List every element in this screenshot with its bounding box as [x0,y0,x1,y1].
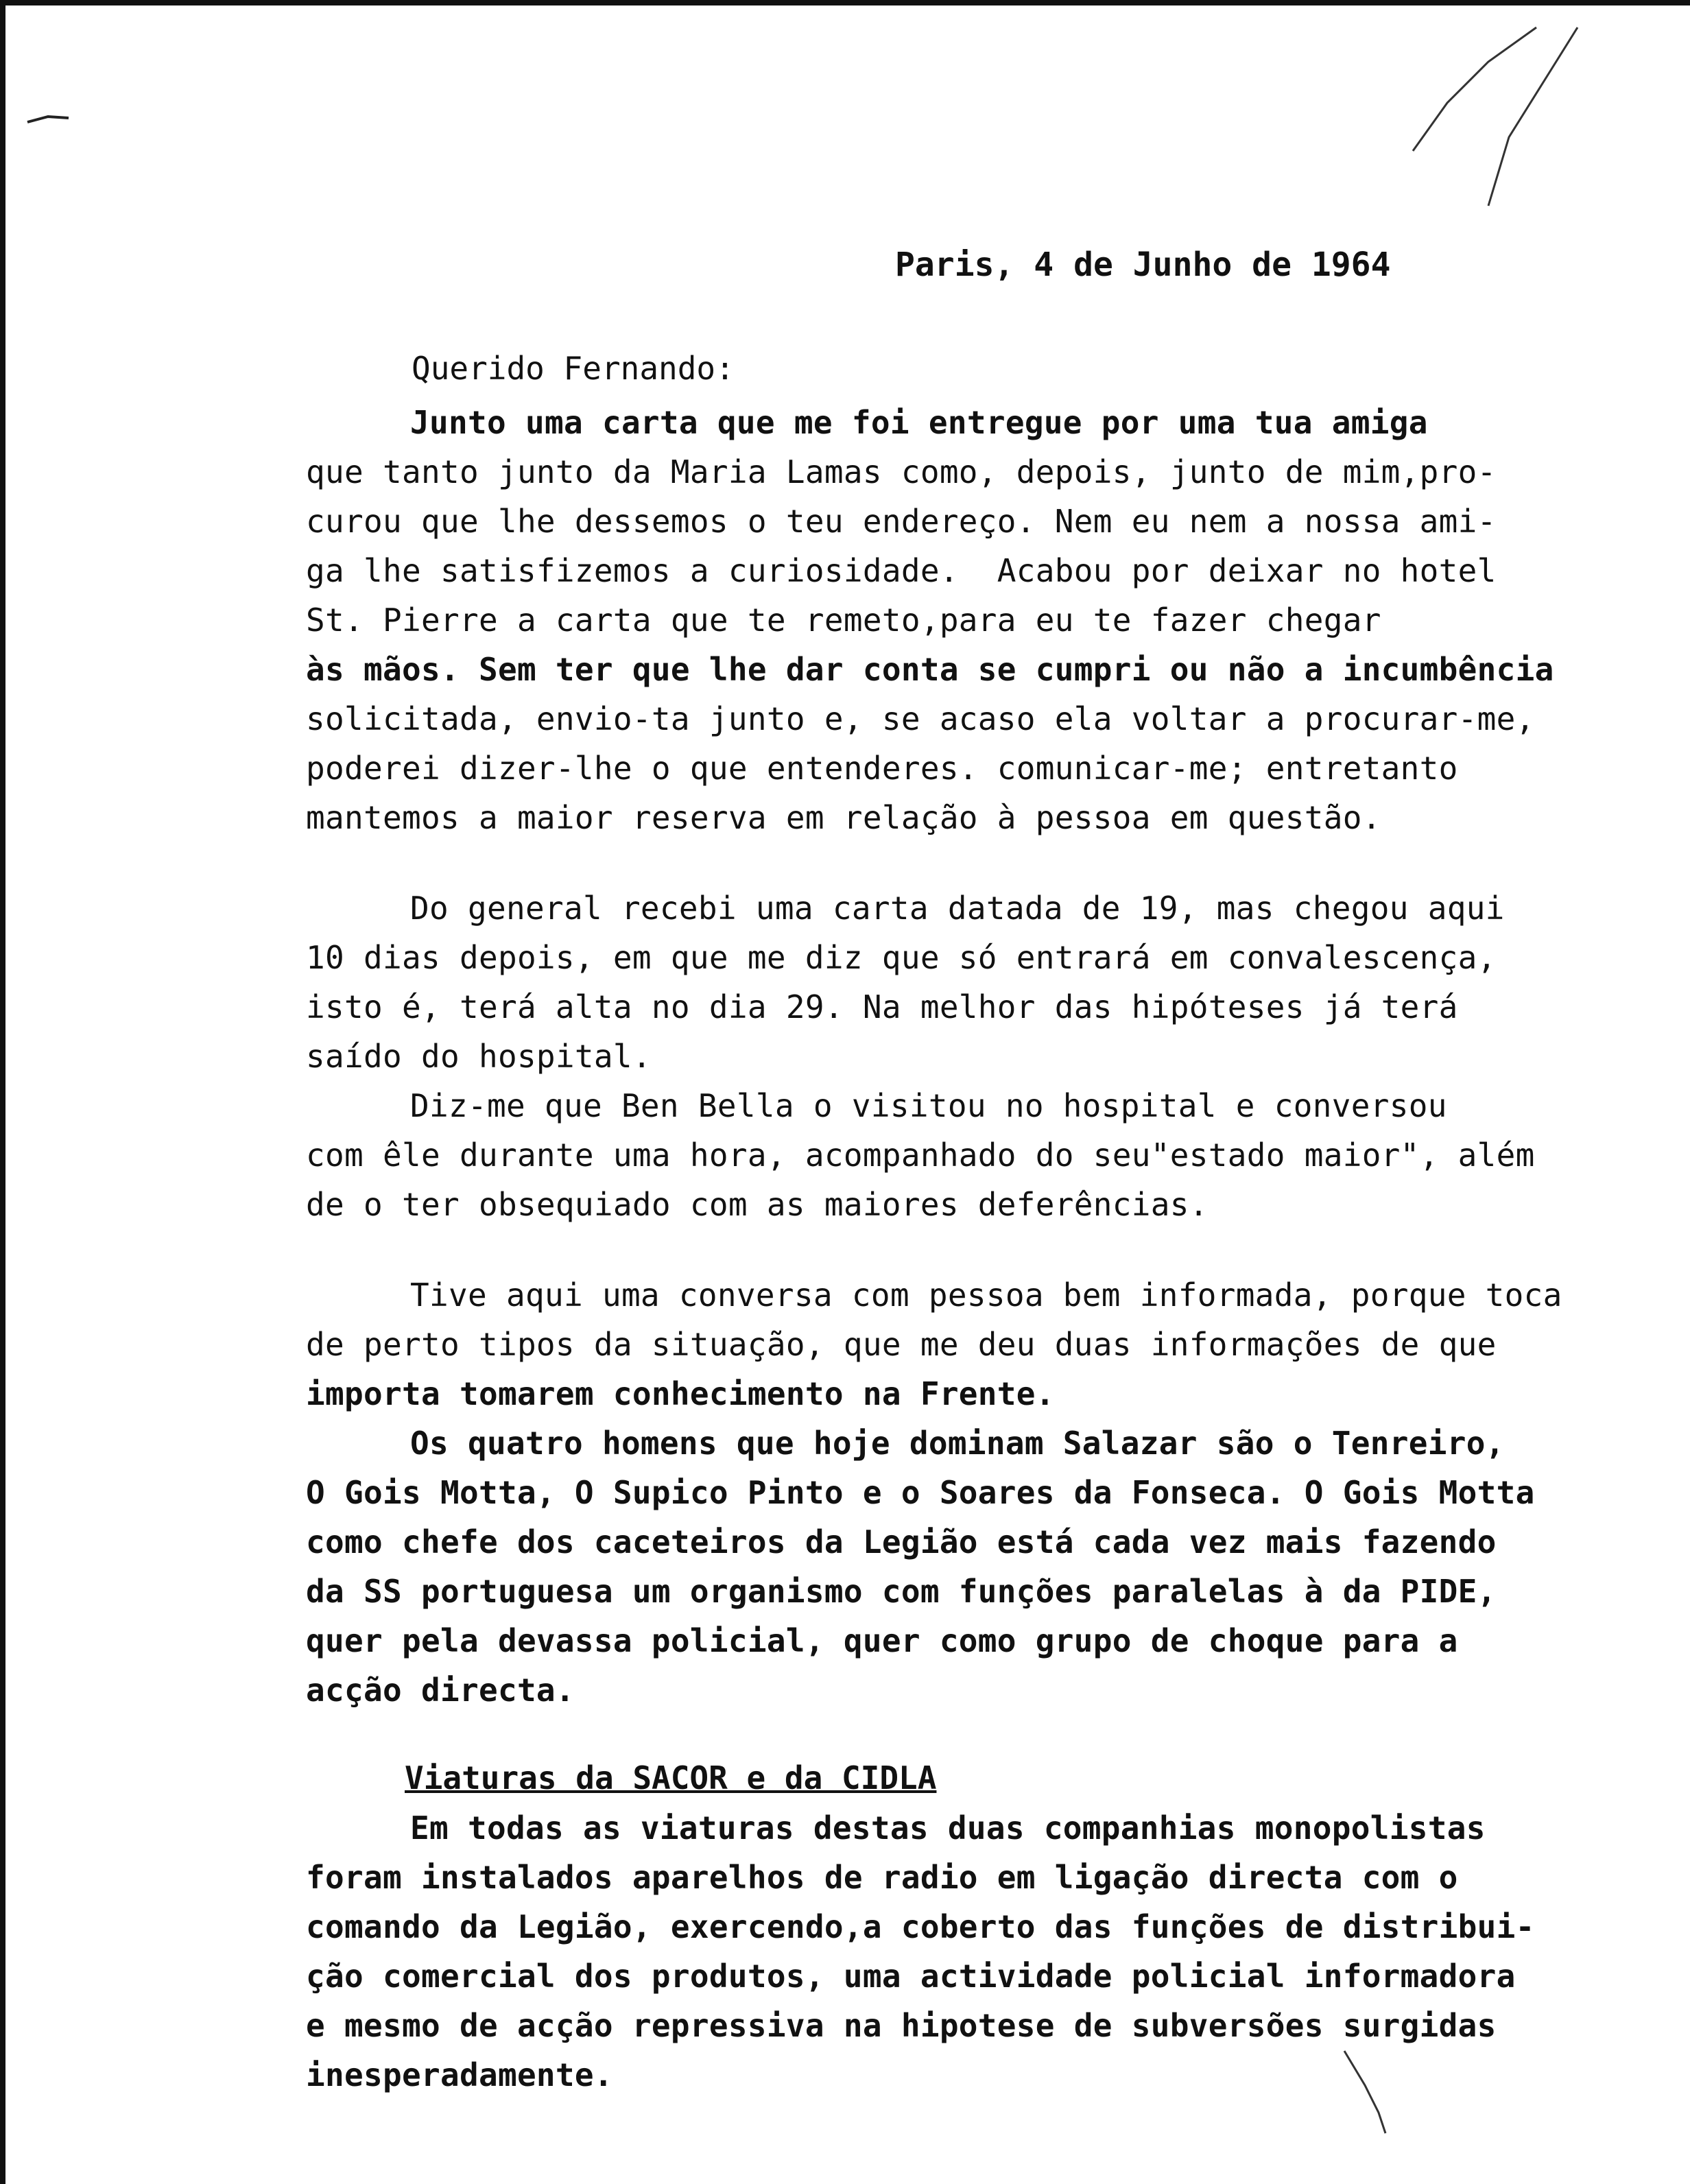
pen-stroke-mark [1344,2051,1385,2133]
pen-stroke-mark [1413,27,1536,151]
paragraph-line: curou que lhe dessemos o teu endereço. Nem eu nem a nossa ami- [306,503,1497,540]
paragraph-line: Em todas as viaturas destas duas companhias monopolistas [410,1809,1486,1847]
paragraph-line: acção directa. [306,1672,575,1709]
paragraph-line: 10 dias depois, em que me diz que só entrará em convalescença, [306,939,1497,976]
paragraph-line: quer pela devassa policial, quer como grupo de choque para a [306,1622,1458,1659]
pen-stroke-mark [1488,27,1578,206]
paragraph-line: mantemos a maior reserva em relação à pessoa em questão. [306,799,1381,836]
paragraph-line: ga lhe satisfizemos a curiosidade. Acabou por deixar no hotel [306,552,1497,589]
paragraph-line: foram instalados aparelhos de radio em ligação directa com o [306,1859,1458,1896]
paragraph-line: importa tomarem conhecimento na Frente. [306,1375,1055,1412]
paragraph-line: Diz-me que Ben Bella o visitou no hospital e conversou [410,1087,1447,1124]
letter-date: Paris, 4 de Junho de 1964 [895,246,1391,284]
paragraph-line: Os quatro homens que hoje dominam Salazar são o Tenreiro, [410,1425,1505,1462]
section-heading: Viaturas da SACOR e da CIDLA [405,1759,937,1796]
paragraph-line: Tive aqui uma conversa com pessoa bem informada, porque toca [410,1277,1562,1314]
paragraph-line: solicitada, envio-ta junto e, se acaso ela voltar a procurar-me, [306,700,1535,737]
paragraph-line: saído do hospital. [306,1038,652,1075]
salutation: Querido Fernando: [412,350,735,387]
paragraph-line: da SS portuguesa um organismo com funções paralelas à da PIDE, [306,1573,1497,1610]
paragraph-line: poderei dizer-lhe o que entenderes. comunicar-me; entretanto [306,750,1458,787]
paragraph-line: como chefe dos caceteiros da Legião está cada vez mais fazendo [306,1523,1497,1560]
paragraph-line: que tanto junto da Maria Lamas como, depois, junto de mim,pro- [306,453,1497,490]
paragraph-line: Do general recebi uma carta datada de 19, mas chegou aqui [410,890,1505,927]
paragraph-line: isto é, terá alta no dia 29. Na melhor das hipóteses já terá [306,988,1458,1025]
paragraph-line: com êle durante uma hora, acompanhado do seu"estado maior", além [306,1137,1535,1174]
paragraph-line: Junto uma carta que me foi entregue por uma tua amiga [410,404,1428,441]
paragraph-line: O Gois Motta, O Supico Pinto e o Soares da Fonseca. O Gois Motta [306,1474,1535,1511]
paragraph-line: St. Pierre a carta que te remeto,para eu te fazer chegar [306,602,1381,639]
paragraph-line: às mãos. Sem ter que lhe dar conta se cumpri ou não a incumbência [306,651,1554,688]
paragraph-line: de perto tipos da situação, que me deu duas informações de que [306,1326,1497,1363]
margin-mark [27,117,69,122]
paragraph-line: ção comercial dos produtos, uma actividade policial informadora [306,1958,1516,1995]
paragraph-line: de o ter obsequiado com as maiores deferências. [306,1186,1209,1223]
paragraph-line: comando da Legião, exercendo,a coberto das funções de distribui- [306,1908,1535,1945]
paragraph-line: e mesmo de acção repressiva na hipotese de subversões surgidas [306,2007,1497,2044]
paragraph-line: inesperadamente. [306,2056,613,2093]
